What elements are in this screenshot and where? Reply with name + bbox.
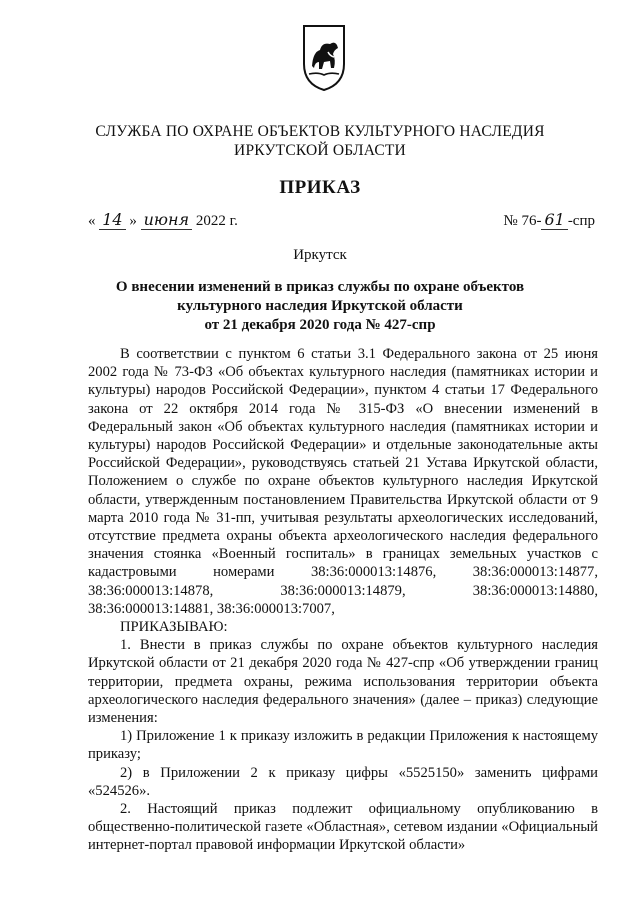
document-date [88, 210, 238, 230]
subject-line2: культурного наследия Иркутской области [177, 298, 463, 314]
date-day-handwritten: 14 [99, 210, 125, 230]
item-1-1-paragraph: 1) Приложение 1 к приказу изложить в редакции Приложения к настоящему приказу; [88, 728, 598, 763]
order-word: ПРИКАЗЫВАЮ: [120, 619, 228, 636]
document-body [88, 345, 598, 855]
organization-name-line1: СЛУЖБА ПО ОХРАНЕ ОБЪЕКТОВ КУЛЬТУРНОГО НАСЛЕДИЯ [95, 123, 545, 140]
document-type-title: ПРИКАЗ [279, 177, 361, 198]
item-2-paragraph: 2. Настоящий приказ подлежит официальному опубликованию в общественно-политической газете «Областная», сетевом издании «Официальный интернет-портал правовой информации Иркутской области» [88, 801, 598, 854]
date-year: 2022 г. [195, 213, 238, 229]
number-suffix: -спр [567, 213, 595, 229]
preamble-paragraph: В соответствии с пунктом 6 статьи 3.1 Федерального закона от 25 июня 2002 года № 73-ФЗ «Об объектах культурного наследия (памятниках истории и культуры) народов Российской Федерации», пунктом 4 статьи 17 Федерального закона от 22 октября 2014 года № 315-ФЗ «О внесении изменений в Федеральный закон «Об объектах культурного наследия (памятниках истории и культуры) народов Российской Федерации» и отдельные законодательные акты Российской Федерации», руководствуясь статьей 21 Устава Иркутской области, Положением о службе по охране объектов культурного наследия Иркутской области, утвержденным постановлением Правительства Иркутской области от 9 марта 2010 года № 31-пп, учитывая результаты археологических исследований, отсутствие предмета охраны объекта археологического наследия федерального значения стоянка «Военный госпиталь» в границах земельных участков с кадастровыми номерами 38:36:000013:14876, 38:36:000013:14877, 38:36:000013:14878, 38:36:000013:14879, 38:36:000013:14880, 38:36:000013:14881, 38:36:000013:7007, [88, 346, 598, 617]
item-1-paragraph: 1. Внести в приказ службы по охране объектов культурного наследия Иркутской области от 21 декабря 2020 года № 427-спр «Об утверждении границ территории, предмета охраны, режима использования территории объекта археологического наследия федерального значения» (далее – приказ) следующие изменения: [88, 637, 598, 727]
date-open-quote: « [88, 213, 96, 229]
date-month-handwritten: июня [141, 210, 193, 230]
organization-name-line2: ИРКУТСКОЙ ОБЛАСТИ [234, 142, 406, 159]
document-number [503, 210, 595, 230]
item-1-2-paragraph: 2) в Приложении 2 к приказу цифры «5525150» заменить цифрами «524526». [88, 764, 598, 799]
date-close-quote: » [129, 213, 137, 229]
subject-line1: О внесении изменений в приказ службы по охране объектов [115, 279, 525, 295]
coat-of-arms-icon [300, 22, 348, 92]
number-handwritten: 61 [541, 210, 567, 230]
city-name: Иркутск [293, 247, 347, 263]
subject-line3: от 21 декабря 2020 года № 427-спр [204, 317, 436, 333]
number-prefix: № 76- [503, 213, 542, 229]
document-subject [0, 278, 640, 335]
